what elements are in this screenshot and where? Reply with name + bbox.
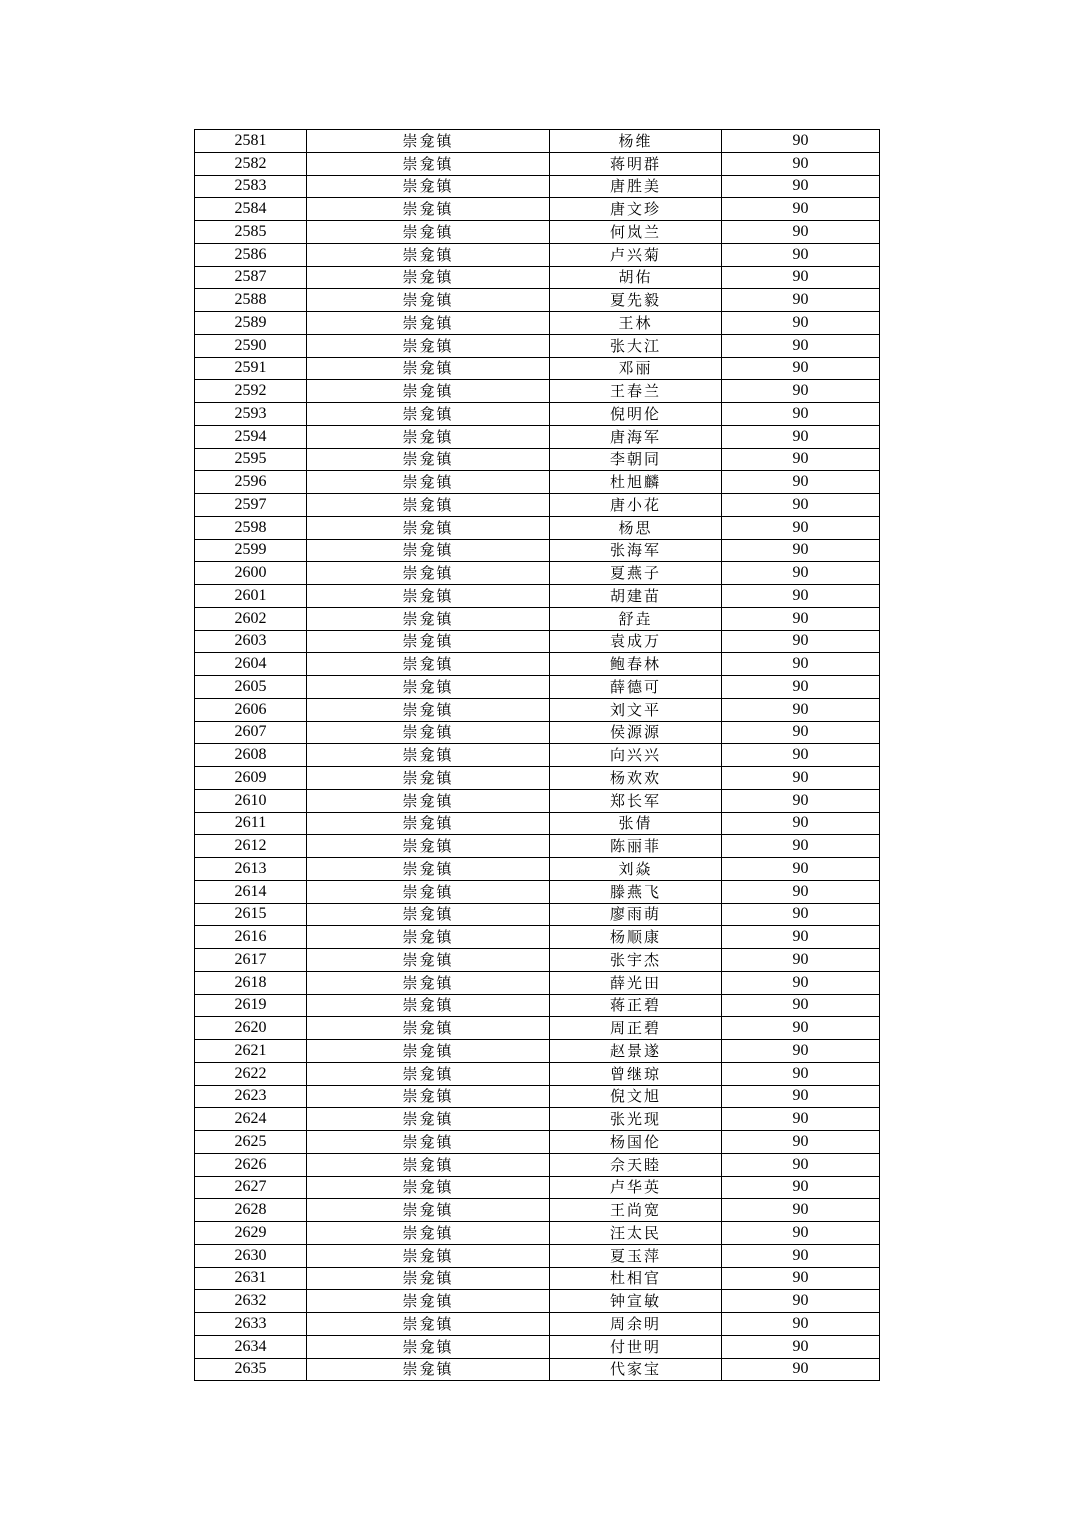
name-cell: 蒋正碧: [550, 994, 722, 1017]
score-cell: 90: [722, 1290, 880, 1313]
table-row: [195, 1131, 880, 1154]
table-row: [195, 1358, 880, 1381]
town-cell: 崇龛镇: [307, 1153, 550, 1176]
serial-number-cell: 2583: [195, 175, 307, 198]
score-cell: 90: [722, 812, 880, 835]
town-cell: 崇龛镇: [307, 266, 550, 289]
town-cell: 崇龛镇: [307, 744, 550, 767]
table-row: [195, 744, 880, 767]
score-cell: 90: [722, 152, 880, 175]
serial-number-cell: 2601: [195, 585, 307, 608]
name-cell: 唐胜美: [550, 175, 722, 198]
table-row: [195, 789, 880, 812]
town-cell: 崇龛镇: [307, 448, 550, 471]
table-row: [195, 516, 880, 539]
name-cell: 廖雨萌: [550, 903, 722, 926]
score-cell: 90: [722, 289, 880, 312]
serial-number-cell: 2592: [195, 380, 307, 403]
name-cell: 蒋明群: [550, 152, 722, 175]
score-cell: 90: [722, 789, 880, 812]
serial-number-cell: 2606: [195, 698, 307, 721]
score-cell: 90: [722, 312, 880, 335]
name-cell: 卢华英: [550, 1176, 722, 1199]
name-cell: 侯源源: [550, 721, 722, 744]
table-row: [195, 1085, 880, 1108]
serial-number-cell: 2585: [195, 221, 307, 244]
score-cell: 90: [722, 1131, 880, 1154]
town-cell: 崇龛镇: [307, 721, 550, 744]
name-cell: 李朝同: [550, 448, 722, 471]
table-row: [195, 494, 880, 517]
town-cell: 崇龛镇: [307, 994, 550, 1017]
score-cell: 90: [722, 744, 880, 767]
score-cell: 90: [722, 130, 880, 153]
score-cell: 90: [722, 357, 880, 380]
table-row: [195, 721, 880, 744]
score-cell: 90: [722, 1313, 880, 1336]
town-cell: 崇龛镇: [307, 1244, 550, 1267]
table-row: [195, 994, 880, 1017]
serial-number-cell: 2635: [195, 1358, 307, 1381]
town-cell: 崇龛镇: [307, 494, 550, 517]
name-cell: 杜相官: [550, 1267, 722, 1290]
table-row: [195, 198, 880, 221]
town-cell: 崇龛镇: [307, 380, 550, 403]
town-cell: 崇龛镇: [307, 630, 550, 653]
score-cell: 90: [722, 221, 880, 244]
serial-number-cell: 2602: [195, 607, 307, 630]
score-cell: 90: [722, 1267, 880, 1290]
score-cell: 90: [722, 198, 880, 221]
name-cell: 薛光田: [550, 971, 722, 994]
town-cell: 崇龛镇: [307, 880, 550, 903]
town-cell: 崇龛镇: [307, 1040, 550, 1063]
name-cell: 何岚兰: [550, 221, 722, 244]
table-row: [195, 630, 880, 653]
serial-number-cell: 2629: [195, 1222, 307, 1245]
table-row: [195, 971, 880, 994]
town-cell: 崇龛镇: [307, 903, 550, 926]
serial-number-cell: 2617: [195, 949, 307, 972]
name-cell: 唐海军: [550, 425, 722, 448]
serial-number-cell: 2584: [195, 198, 307, 221]
serial-number-cell: 2587: [195, 266, 307, 289]
score-cell: 90: [722, 1199, 880, 1222]
score-cell: 90: [722, 1040, 880, 1063]
name-cell: 付世明: [550, 1335, 722, 1358]
table-row: [195, 471, 880, 494]
name-cell: 赵景遂: [550, 1040, 722, 1063]
town-cell: 崇龛镇: [307, 1062, 550, 1085]
score-cell: 90: [722, 425, 880, 448]
serial-number-cell: 2610: [195, 789, 307, 812]
town-cell: 崇龛镇: [307, 789, 550, 812]
table-row: [195, 1313, 880, 1336]
name-cell: 王林: [550, 312, 722, 335]
town-cell: 崇龛镇: [307, 1313, 550, 1336]
name-cell: 刘焱: [550, 858, 722, 881]
score-cell: 90: [722, 1062, 880, 1085]
town-cell: 崇龛镇: [307, 1131, 550, 1154]
score-cell: 90: [722, 858, 880, 881]
town-cell: 崇龛镇: [307, 243, 550, 266]
serial-number-cell: 2609: [195, 767, 307, 790]
name-cell: 夏玉萍: [550, 1244, 722, 1267]
serial-number-cell: 2593: [195, 403, 307, 426]
table-row: [195, 1040, 880, 1063]
table-row: [195, 289, 880, 312]
table-row: [195, 1222, 880, 1245]
name-cell: 杨欢欢: [550, 767, 722, 790]
score-cell: 90: [722, 562, 880, 585]
table-row: [195, 312, 880, 335]
serial-number-cell: 2599: [195, 539, 307, 562]
town-cell: 崇龛镇: [307, 1290, 550, 1313]
name-cell: 刘文平: [550, 698, 722, 721]
name-cell: 杨顺康: [550, 926, 722, 949]
serial-number-cell: 2581: [195, 130, 307, 153]
name-cell: 张大江: [550, 334, 722, 357]
name-cell: 周余明: [550, 1313, 722, 1336]
table-row: [195, 1244, 880, 1267]
table-row: [195, 539, 880, 562]
name-cell: 张倩: [550, 812, 722, 835]
serial-number-cell: 2582: [195, 152, 307, 175]
town-cell: 崇龛镇: [307, 357, 550, 380]
serial-number-cell: 2628: [195, 1199, 307, 1222]
name-cell: 钟宣敏: [550, 1290, 722, 1313]
name-cell: 张光现: [550, 1108, 722, 1131]
score-cell: 90: [722, 494, 880, 517]
serial-number-cell: 2615: [195, 903, 307, 926]
score-cell: 90: [722, 266, 880, 289]
table-row: [195, 334, 880, 357]
table-row: [195, 1108, 880, 1131]
serial-number-cell: 2604: [195, 653, 307, 676]
table-row: [195, 585, 880, 608]
name-cell: 代家宝: [550, 1358, 722, 1381]
score-cell: 90: [722, 630, 880, 653]
score-cell: 90: [722, 1153, 880, 1176]
town-cell: 崇龛镇: [307, 1108, 550, 1131]
score-cell: 90: [722, 926, 880, 949]
serial-number-cell: 2626: [195, 1153, 307, 1176]
name-cell: 滕燕飞: [550, 880, 722, 903]
serial-number-cell: 2608: [195, 744, 307, 767]
town-cell: 崇龛镇: [307, 1085, 550, 1108]
table-row: [195, 562, 880, 585]
serial-number-cell: 2596: [195, 471, 307, 494]
town-cell: 崇龛镇: [307, 289, 550, 312]
serial-number-cell: 2632: [195, 1290, 307, 1313]
serial-number-cell: 2619: [195, 994, 307, 1017]
name-cell: 杨思: [550, 516, 722, 539]
score-cell: 90: [722, 243, 880, 266]
name-cell: 邓丽: [550, 357, 722, 380]
score-cell: 90: [722, 1222, 880, 1245]
name-cell: 卢兴菊: [550, 243, 722, 266]
serial-number-cell: 2589: [195, 312, 307, 335]
serial-number-cell: 2621: [195, 1040, 307, 1063]
score-cell: 90: [722, 448, 880, 471]
name-cell: 郑长军: [550, 789, 722, 812]
name-cell: 夏先毅: [550, 289, 722, 312]
name-cell: 夏燕子: [550, 562, 722, 585]
name-cell: 佘天睦: [550, 1153, 722, 1176]
serial-number-cell: 2595: [195, 448, 307, 471]
score-cell: 90: [722, 767, 880, 790]
town-cell: 崇龛镇: [307, 971, 550, 994]
score-cell: 90: [722, 994, 880, 1017]
table-row: [195, 607, 880, 630]
table-row: [195, 1176, 880, 1199]
name-cell: 倪文旭: [550, 1085, 722, 1108]
name-cell: 唐小花: [550, 494, 722, 517]
score-cell: 90: [722, 880, 880, 903]
serial-number-cell: 2620: [195, 1017, 307, 1040]
serial-number-cell: 2597: [195, 494, 307, 517]
town-cell: 崇龛镇: [307, 312, 550, 335]
name-cell: 陈丽菲: [550, 835, 722, 858]
table-row: [195, 266, 880, 289]
town-cell: 崇龛镇: [307, 516, 550, 539]
serial-number-cell: 2605: [195, 676, 307, 699]
table-row: [195, 380, 880, 403]
table-row: [195, 357, 880, 380]
name-cell: 王尚宽: [550, 1199, 722, 1222]
score-cell: 90: [722, 1244, 880, 1267]
score-cell: 90: [722, 334, 880, 357]
table-row: [195, 1335, 880, 1358]
serial-number-cell: 2586: [195, 243, 307, 266]
score-cell: 90: [722, 1335, 880, 1358]
serial-number-cell: 2618: [195, 971, 307, 994]
town-cell: 崇龛镇: [307, 425, 550, 448]
serial-number-cell: 2631: [195, 1267, 307, 1290]
name-cell: 王春兰: [550, 380, 722, 403]
table-row: [195, 835, 880, 858]
serial-number-cell: 2634: [195, 1335, 307, 1358]
table-row: [195, 1199, 880, 1222]
town-cell: 崇龛镇: [307, 221, 550, 244]
table-row: [195, 448, 880, 471]
name-cell: 张海军: [550, 539, 722, 562]
serial-number-cell: 2611: [195, 812, 307, 835]
table-row: [195, 1153, 880, 1176]
table-row: [195, 175, 880, 198]
table-row: [195, 903, 880, 926]
town-cell: 崇龛镇: [307, 334, 550, 357]
town-cell: 崇龛镇: [307, 130, 550, 153]
table-row: [195, 221, 880, 244]
town-cell: 崇龛镇: [307, 835, 550, 858]
score-cell: 90: [722, 1017, 880, 1040]
town-cell: 崇龛镇: [307, 152, 550, 175]
serial-number-cell: 2630: [195, 1244, 307, 1267]
town-cell: 崇龛镇: [307, 812, 550, 835]
town-cell: 崇龛镇: [307, 1335, 550, 1358]
serial-number-cell: 2625: [195, 1131, 307, 1154]
table-row: [195, 243, 880, 266]
town-cell: 崇龛镇: [307, 562, 550, 585]
score-cell: 90: [722, 1108, 880, 1131]
table-row: [195, 767, 880, 790]
score-cell: 90: [722, 539, 880, 562]
table-row: [195, 926, 880, 949]
table-row: [195, 880, 880, 903]
score-cell: 90: [722, 903, 880, 926]
serial-number-cell: 2614: [195, 880, 307, 903]
score-cell: 90: [722, 471, 880, 494]
name-cell: 胡佑: [550, 266, 722, 289]
name-cell: 杨维: [550, 130, 722, 153]
town-cell: 崇龛镇: [307, 1199, 550, 1222]
score-cell: 90: [722, 721, 880, 744]
score-cell: 90: [722, 380, 880, 403]
score-cell: 90: [722, 949, 880, 972]
serial-number-cell: 2594: [195, 425, 307, 448]
town-cell: 崇龛镇: [307, 607, 550, 630]
score-cell: 90: [722, 607, 880, 630]
score-cell: 90: [722, 585, 880, 608]
town-cell: 崇龛镇: [307, 175, 550, 198]
town-cell: 崇龛镇: [307, 539, 550, 562]
town-cell: 崇龛镇: [307, 1267, 550, 1290]
town-cell: 崇龛镇: [307, 198, 550, 221]
town-cell: 崇龛镇: [307, 858, 550, 881]
score-cell: 90: [722, 1358, 880, 1381]
town-cell: 崇龛镇: [307, 471, 550, 494]
name-cell: 向兴兴: [550, 744, 722, 767]
town-cell: 崇龛镇: [307, 1222, 550, 1245]
serial-number-cell: 2616: [195, 926, 307, 949]
score-cell: 90: [722, 835, 880, 858]
serial-number-cell: 2598: [195, 516, 307, 539]
name-cell: 袁成万: [550, 630, 722, 653]
table-row: [195, 949, 880, 972]
roster-table-body: [195, 130, 880, 1381]
name-cell: 薛德可: [550, 676, 722, 699]
score-cell: 90: [722, 971, 880, 994]
name-cell: 杜旭麟: [550, 471, 722, 494]
serial-number-cell: 2612: [195, 835, 307, 858]
town-cell: 崇龛镇: [307, 949, 550, 972]
table-row: [195, 812, 880, 835]
town-cell: 崇龛镇: [307, 585, 550, 608]
score-cell: 90: [722, 653, 880, 676]
town-cell: 崇龛镇: [307, 1017, 550, 1040]
table-row: [195, 1062, 880, 1085]
table-row: [195, 1017, 880, 1040]
town-cell: 崇龛镇: [307, 926, 550, 949]
score-cell: 90: [722, 516, 880, 539]
serial-number-cell: 2603: [195, 630, 307, 653]
score-cell: 90: [722, 175, 880, 198]
serial-number-cell: 2613: [195, 858, 307, 881]
serial-number-cell: 2588: [195, 289, 307, 312]
score-cell: 90: [722, 676, 880, 699]
score-cell: 90: [722, 403, 880, 426]
town-cell: 崇龛镇: [307, 653, 550, 676]
table-row: [195, 653, 880, 676]
score-cell: 90: [722, 1085, 880, 1108]
name-cell: 鲍春林: [550, 653, 722, 676]
table-row: [195, 1267, 880, 1290]
town-cell: 崇龛镇: [307, 403, 550, 426]
roster-table: [194, 129, 880, 1381]
name-cell: 倪明伦: [550, 403, 722, 426]
table-row: [195, 130, 880, 153]
name-cell: 舒垚: [550, 607, 722, 630]
serial-number-cell: 2600: [195, 562, 307, 585]
table-row: [195, 698, 880, 721]
serial-number-cell: 2624: [195, 1108, 307, 1131]
name-cell: 唐文珍: [550, 198, 722, 221]
serial-number-cell: 2623: [195, 1085, 307, 1108]
serial-number-cell: 2590: [195, 334, 307, 357]
serial-number-cell: 2622: [195, 1062, 307, 1085]
town-cell: 崇龛镇: [307, 698, 550, 721]
serial-number-cell: 2627: [195, 1176, 307, 1199]
table-row: [195, 403, 880, 426]
serial-number-cell: 2591: [195, 357, 307, 380]
town-cell: 崇龛镇: [307, 1358, 550, 1381]
name-cell: 杨国伦: [550, 1131, 722, 1154]
name-cell: 周正碧: [550, 1017, 722, 1040]
town-cell: 崇龛镇: [307, 1176, 550, 1199]
serial-number-cell: 2607: [195, 721, 307, 744]
name-cell: 曾继琼: [550, 1062, 722, 1085]
score-cell: 90: [722, 698, 880, 721]
serial-number-cell: 2633: [195, 1313, 307, 1336]
table-row: [195, 858, 880, 881]
name-cell: 汪太民: [550, 1222, 722, 1245]
score-cell: 90: [722, 1176, 880, 1199]
name-cell: 胡建苗: [550, 585, 722, 608]
table-row: [195, 152, 880, 175]
table-row: [195, 676, 880, 699]
name-cell: 张宇杰: [550, 949, 722, 972]
table-row: [195, 1290, 880, 1313]
town-cell: 崇龛镇: [307, 676, 550, 699]
table-row: [195, 425, 880, 448]
town-cell: 崇龛镇: [307, 767, 550, 790]
